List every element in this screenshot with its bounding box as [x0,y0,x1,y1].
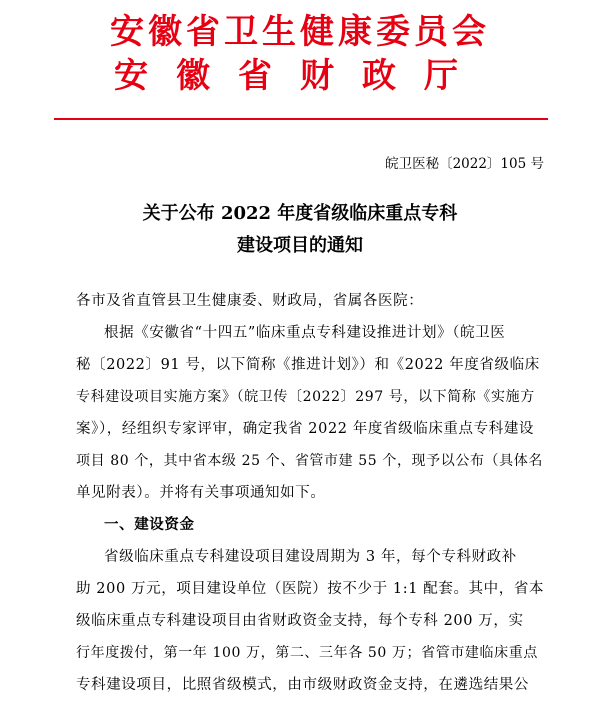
paragraph-1-line: 秘〔2022〕91 号，以下简称《推进计划》）和《2022 年度省级临床 [76,357,540,373]
document-number: 皖卫医秘〔2022〕105 号 [385,156,544,172]
paragraph-1-line: 专科建设项目实施方案》（皖卫传〔2022〕297 号，以下简称《实施方 [76,389,535,405]
document-title-line-1: 关于公布 2022 年度省级临床重点专科 [142,203,458,224]
paragraph-2-line: 省级临床重点专科建设项目建设周期为 3 年，每个专科财政补 [104,549,517,565]
paragraph-1-line: 单见附表）。并将有关事项通知如下。 [76,485,326,501]
paragraph-2-line: 行年度拨付，第一年 100 万，第二、三年各 50 万；省管市建临床重点 [76,645,538,661]
red-header-divider [54,118,548,120]
paragraph-1-line: 项目 80 个，其中省本级 25 个、省管市建 55 个，现予以公布（具体名 [76,453,543,469]
paragraph-2-line: 助 200 万元，项目建设单位（医院）按不少于 1:1 配套。其中，省本 [76,581,545,597]
paragraph-2-line: 级临床重点专科建设项目由省财政资金支持，每个专科 200 万，实 [76,613,524,629]
document-title-line-2: 建设项目的通知 [237,235,363,256]
paragraph-1-line: 案》），经组织专家评审，确定我省 2022 年度省级临床重点专科建设 [76,421,535,437]
issuing-org-health-commission: 安徽省卫生健康委员会 [110,12,490,52]
paragraph-2-line: 专科建设项目，比照省级模式，由市级财政资金支持，在遴选结果公 [76,677,529,693]
salutation: 各市及省直管县卫生健康委、财政局，省属各医院： [76,293,424,309]
issuing-org-finance-department: 安徽省财政厅 [114,56,486,96]
section-heading-funding: 一、建设资金 [104,517,195,533]
paragraph-1-line: 根据《安徽省“十四五”临床重点专科建设推进计划》（皖卫医 [104,325,506,341]
